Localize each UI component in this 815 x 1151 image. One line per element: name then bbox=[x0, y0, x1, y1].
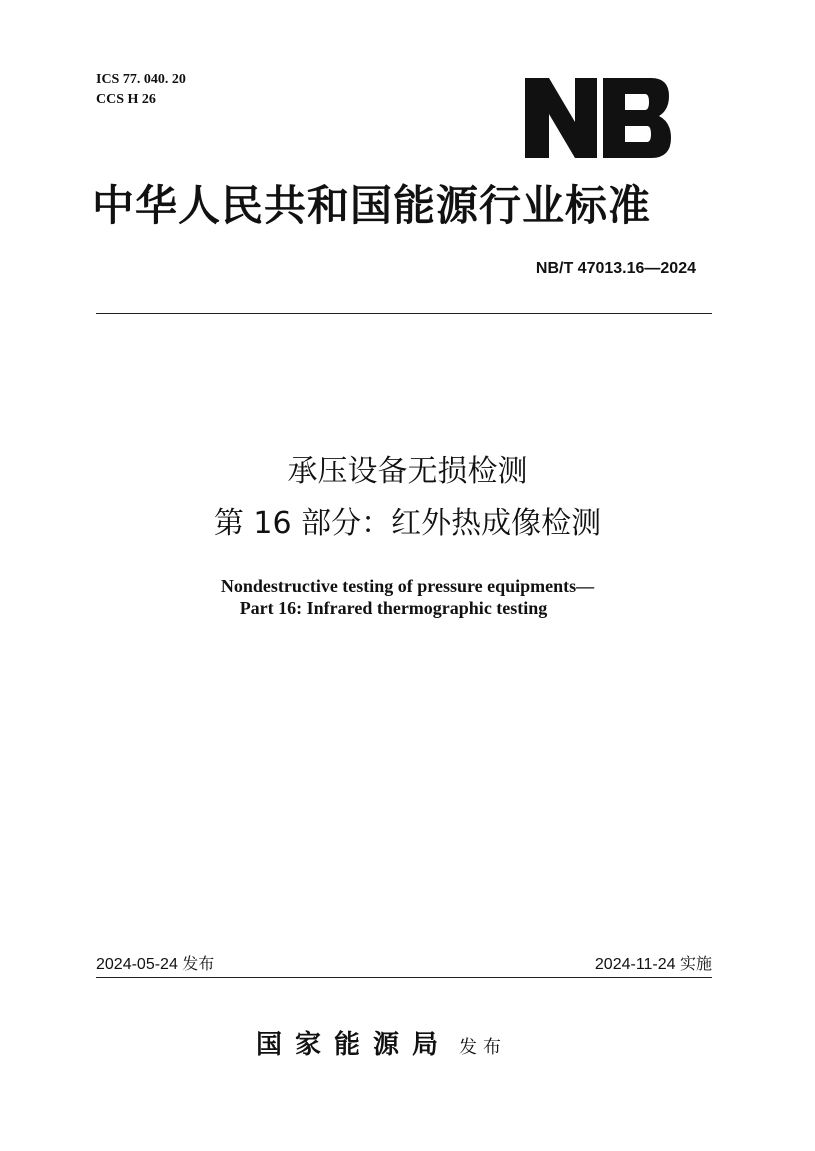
implementation-date: 2024-11-24 实施 bbox=[594, 956, 712, 973]
english-title-line-1: Nondestructive testing of pressure equipments— bbox=[220, 576, 595, 596]
industry-standard-title: 中华人民共和国能源行业标准 bbox=[92, 181, 652, 230]
ics-code: ICS 77. 040. 20 bbox=[96, 72, 186, 87]
chinese-title-line-2: 第 16 部分：红外热成像检测 bbox=[213, 506, 602, 541]
publisher-name: 国家能源局 bbox=[256, 1030, 452, 1060]
publish-label: 发布 bbox=[459, 1037, 508, 1058]
english-title-line-2: Part 16: Infrared thermographic testing bbox=[239, 598, 548, 618]
issue-date: 2024-05-24 发布 bbox=[96, 956, 215, 973]
publisher-line bbox=[256, 1024, 507, 1061]
chinese-title-line-1: 承压设备无损检测 bbox=[287, 454, 528, 489]
header-divider bbox=[96, 313, 712, 314]
nb-logo bbox=[523, 78, 673, 158]
standard-number: NB/T 47013.16—2024 bbox=[535, 260, 696, 277]
footer-divider bbox=[96, 977, 712, 978]
ccs-code: CCS H 26 bbox=[96, 92, 156, 107]
